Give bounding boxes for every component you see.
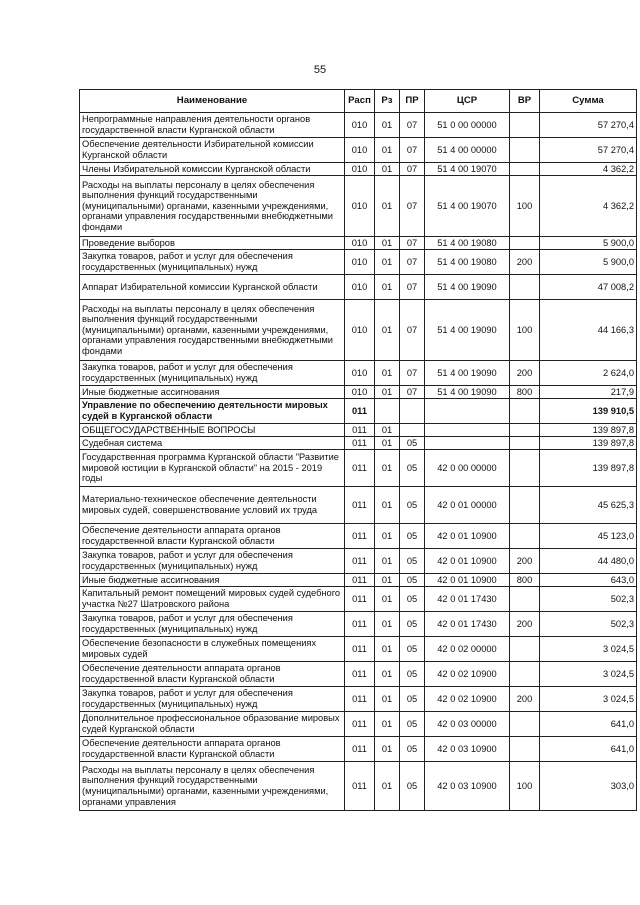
cell-vr: 200 — [510, 250, 540, 275]
cell-name: Дополнительное профессиональное образование мировых судей Курганской области — [80, 712, 345, 737]
cell-name: Расходы на выплаты персоналу в целях обеспечения выполнения функций государственными (муниципальными) органами, казенными учреждениями, органами управления государственными внебюджетными фондами — [80, 176, 345, 237]
cell-csr: 42 0 01 00000 — [425, 487, 510, 524]
cell-pr: 07 — [400, 138, 425, 163]
cell-vr: 200 — [510, 361, 540, 386]
cell-vr: 100 — [510, 300, 540, 361]
cell-rasp: 011 — [345, 687, 375, 712]
cell-rz: 01 — [375, 637, 400, 662]
cell-rz: 01 — [375, 138, 400, 163]
cell-name: Управление по обеспечению деятельности мировых судей в Курганской области — [80, 399, 345, 424]
cell-pr: 05 — [400, 762, 425, 811]
cell-csr: 51 4 00 19080 — [425, 250, 510, 275]
cell-rz: 01 — [375, 587, 400, 612]
cell-name: Иные бюджетные ассигнования — [80, 574, 345, 587]
cell-name: Закупка товаров, работ и услуг для обеспечения государственных (муниципальных) нужд — [80, 687, 345, 712]
cell-rz: 01 — [375, 250, 400, 275]
cell-sum: 4 362,2 — [540, 163, 637, 176]
cell-vr — [510, 437, 540, 450]
cell-rasp: 010 — [345, 300, 375, 361]
cell-rasp: 010 — [345, 275, 375, 300]
cell-sum: 45 625,3 — [540, 487, 637, 524]
cell-pr: 07 — [400, 361, 425, 386]
cell-vr — [510, 712, 540, 737]
cell-csr: 42 0 02 10900 — [425, 687, 510, 712]
cell-pr: 07 — [400, 386, 425, 399]
cell-rasp: 011 — [345, 487, 375, 524]
cell-sum: 139 897,8 — [540, 450, 637, 487]
table-row — [80, 237, 637, 250]
cell-vr: 800 — [510, 386, 540, 399]
cell-rz: 01 — [375, 549, 400, 574]
cell-pr: 05 — [400, 524, 425, 549]
cell-vr — [510, 587, 540, 612]
cell-name: Проведение выборов — [80, 237, 345, 250]
cell-sum: 139 897,8 — [540, 424, 637, 437]
table-row — [80, 437, 637, 450]
table-row — [80, 386, 637, 399]
cell-name: Расходы на выплаты персоналу в целях обеспечения выполнения функций государственными (муниципальными) органами, казенными учреждениями, органами управления — [80, 762, 345, 811]
table-row — [80, 587, 637, 612]
table-row — [80, 424, 637, 437]
cell-vr — [510, 424, 540, 437]
header-name: Наименование — [80, 90, 345, 113]
cell-pr: 05 — [400, 637, 425, 662]
cell-rasp: 010 — [345, 250, 375, 275]
cell-pr: 05 — [400, 549, 425, 574]
cell-pr: 05 — [400, 712, 425, 737]
cell-pr: 05 — [400, 587, 425, 612]
header-rasp: Расп — [345, 90, 375, 113]
cell-sum: 139 897,8 — [540, 437, 637, 450]
cell-vr — [510, 113, 540, 138]
header-vr: ВР — [510, 90, 540, 113]
cell-vr — [510, 637, 540, 662]
table-row — [80, 163, 637, 176]
table-header-row — [80, 90, 637, 113]
cell-sum: 44 166,3 — [540, 300, 637, 361]
cell-vr: 200 — [510, 549, 540, 574]
cell-pr: 05 — [400, 437, 425, 450]
cell-rasp: 011 — [345, 437, 375, 450]
cell-pr: 05 — [400, 612, 425, 637]
cell-sum: 57 270,4 — [540, 138, 637, 163]
cell-rz: 01 — [375, 450, 400, 487]
cell-csr: 42 0 01 17430 — [425, 587, 510, 612]
cell-sum: 47 008,2 — [540, 275, 637, 300]
cell-name: ОБЩЕГОСУДАРСТВЕННЫЕ ВОПРОСЫ — [80, 424, 345, 437]
cell-csr: 42 0 02 00000 — [425, 637, 510, 662]
table-row — [80, 762, 637, 811]
cell-csr — [425, 424, 510, 437]
cell-csr: 42 0 01 10900 — [425, 524, 510, 549]
cell-name: Обеспечение деятельности Избирательной комиссии Курганской области — [80, 138, 345, 163]
cell-rz: 01 — [375, 176, 400, 237]
cell-rasp: 011 — [345, 712, 375, 737]
cell-sum: 502,3 — [540, 612, 637, 637]
cell-csr: 42 0 03 10900 — [425, 737, 510, 762]
cell-name: Непрограммные направления деятельности органов государственной власти Курганской области — [80, 113, 345, 138]
table-row — [80, 138, 637, 163]
cell-rasp: 010 — [345, 237, 375, 250]
cell-sum: 643,0 — [540, 574, 637, 587]
cell-rz: 01 — [375, 662, 400, 687]
cell-sum: 44 480,0 — [540, 549, 637, 574]
cell-sum: 641,0 — [540, 737, 637, 762]
cell-name: Государственная программа Курганской области "Развитие мировой юстиции в Курганской области" на 2015 - 2019 годы — [80, 450, 345, 487]
table-row — [80, 737, 637, 762]
cell-rasp: 010 — [345, 113, 375, 138]
cell-csr: 42 0 03 10900 — [425, 762, 510, 811]
header-csr: ЦСР — [425, 90, 510, 113]
table-row — [80, 637, 637, 662]
cell-sum: 45 123,0 — [540, 524, 637, 549]
cell-csr: 51 4 00 19090 — [425, 386, 510, 399]
table-row — [80, 687, 637, 712]
cell-rasp: 011 — [345, 574, 375, 587]
cell-sum: 5 900,0 — [540, 237, 637, 250]
cell-vr: 200 — [510, 687, 540, 712]
cell-name: Расходы на выплаты персоналу в целях обеспечения выполнения функций государственными (муниципальными) органами, казенными учреждениями, органами управления государственными внебюджетными фондами — [80, 300, 345, 361]
cell-vr: 100 — [510, 176, 540, 237]
cell-rz: 01 — [375, 712, 400, 737]
cell-name: Закупка товаров, работ и услуг для обеспечения государственных (муниципальных) нужд — [80, 612, 345, 637]
cell-rz: 01 — [375, 574, 400, 587]
cell-sum: 4 362,2 — [540, 176, 637, 237]
header-pr: ПР — [400, 90, 425, 113]
cell-name: Капитальный ремонт помещений мировых судей судебного участка №27 Шатровского района — [80, 587, 345, 612]
cell-rz: 01 — [375, 437, 400, 450]
cell-rasp: 010 — [345, 176, 375, 237]
cell-rasp: 011 — [345, 524, 375, 549]
cell-csr: 51 4 00 19090 — [425, 300, 510, 361]
table-row — [80, 399, 637, 424]
cell-csr: 42 0 01 17430 — [425, 612, 510, 637]
cell-sum: 303,0 — [540, 762, 637, 811]
cell-pr: 05 — [400, 662, 425, 687]
cell-rasp: 011 — [345, 662, 375, 687]
cell-rz: 01 — [375, 762, 400, 811]
cell-pr — [400, 424, 425, 437]
cell-name: Обеспечение деятельности аппарата органов государственной власти Курганской области — [80, 662, 345, 687]
cell-rasp: 011 — [345, 587, 375, 612]
cell-sum: 3 024,5 — [540, 662, 637, 687]
cell-rz: 01 — [375, 386, 400, 399]
cell-rz: 01 — [375, 300, 400, 361]
cell-rz: 01 — [375, 163, 400, 176]
table-row — [80, 176, 637, 237]
cell-name: Члены Избирательной комиссии Курганской области — [80, 163, 345, 176]
cell-rasp: 010 — [345, 386, 375, 399]
cell-rasp: 011 — [345, 549, 375, 574]
cell-pr: 07 — [400, 113, 425, 138]
cell-rasp: 011 — [345, 762, 375, 811]
cell-vr — [510, 487, 540, 524]
cell-vr — [510, 737, 540, 762]
cell-vr — [510, 163, 540, 176]
cell-rasp: 011 — [345, 612, 375, 637]
cell-sum: 5 900,0 — [540, 250, 637, 275]
cell-sum: 57 270,4 — [540, 113, 637, 138]
table-row — [80, 524, 637, 549]
cell-rz: 01 — [375, 113, 400, 138]
cell-rasp: 010 — [345, 361, 375, 386]
cell-pr: 07 — [400, 176, 425, 237]
table-row — [80, 300, 637, 361]
cell-pr: 07 — [400, 275, 425, 300]
cell-rz: 01 — [375, 237, 400, 250]
table-row — [80, 612, 637, 637]
table-row — [80, 450, 637, 487]
cell-pr: 07 — [400, 300, 425, 361]
cell-csr: 42 0 01 10900 — [425, 574, 510, 587]
cell-sum: 3 024,5 — [540, 687, 637, 712]
cell-vr: 100 — [510, 762, 540, 811]
cell-vr — [510, 662, 540, 687]
table-row — [80, 549, 637, 574]
cell-rasp: 010 — [345, 138, 375, 163]
cell-vr: 800 — [510, 574, 540, 587]
cell-vr — [510, 399, 540, 424]
cell-name: Аппарат Избирательной комиссии Курганской области — [80, 275, 345, 300]
cell-rz: 01 — [375, 524, 400, 549]
cell-rasp: 011 — [345, 399, 375, 424]
cell-csr: 51 0 00 00000 — [425, 113, 510, 138]
cell-name: Закупка товаров, работ и услуг для обеспечения государственных (муниципальных) нужд — [80, 549, 345, 574]
table-row — [80, 712, 637, 737]
cell-rasp: 010 — [345, 163, 375, 176]
cell-rasp: 011 — [345, 737, 375, 762]
cell-vr — [510, 138, 540, 163]
cell-name: Закупка товаров, работ и услуг для обеспечения государственных (муниципальных) нужд — [80, 361, 345, 386]
cell-name: Иные бюджетные ассигнования — [80, 386, 345, 399]
cell-rz: 01 — [375, 275, 400, 300]
header-sum: Сумма — [540, 90, 637, 113]
cell-rz — [375, 399, 400, 424]
table-row — [80, 113, 637, 138]
cell-pr: 05 — [400, 687, 425, 712]
header-rz: Рз — [375, 90, 400, 113]
table-body — [80, 113, 637, 811]
cell-name: Обеспечение деятельности аппарата органов государственной власти Курганской области — [80, 524, 345, 549]
cell-name: Материально-техническое обеспечение деятельности мировых судей, совершенствование условий их труда — [80, 487, 345, 524]
cell-pr: 07 — [400, 237, 425, 250]
cell-name: Обеспечение безопасности в служебных помещениях мировых судей — [80, 637, 345, 662]
cell-vr — [510, 450, 540, 487]
cell-name: Обеспечение деятельности аппарата органов государственной власти Курганской области — [80, 737, 345, 762]
cell-rz: 01 — [375, 361, 400, 386]
table-row — [80, 275, 637, 300]
cell-vr — [510, 237, 540, 250]
cell-rz: 01 — [375, 687, 400, 712]
cell-csr: 42 0 03 00000 — [425, 712, 510, 737]
cell-csr: 42 0 02 10900 — [425, 662, 510, 687]
cell-csr: 51 4 00 19090 — [425, 275, 510, 300]
cell-pr: 07 — [400, 163, 425, 176]
cell-csr: 51 4 00 19080 — [425, 237, 510, 250]
cell-pr: 05 — [400, 487, 425, 524]
cell-pr — [400, 399, 425, 424]
cell-sum: 3 024,5 — [540, 637, 637, 662]
table-row — [80, 662, 637, 687]
cell-rz: 01 — [375, 487, 400, 524]
cell-rz: 01 — [375, 612, 400, 637]
cell-sum: 641,0 — [540, 712, 637, 737]
cell-sum: 217,9 — [540, 386, 637, 399]
cell-vr: 200 — [510, 612, 540, 637]
cell-pr: 07 — [400, 250, 425, 275]
cell-sum: 502,3 — [540, 587, 637, 612]
page-number: 55 — [313, 64, 327, 76]
budget-table — [79, 89, 637, 811]
table-row — [80, 361, 637, 386]
cell-vr — [510, 524, 540, 549]
cell-csr: 51 4 00 19070 — [425, 176, 510, 237]
table-row — [80, 250, 637, 275]
cell-rasp: 011 — [345, 637, 375, 662]
cell-name: Судебная система — [80, 437, 345, 450]
table-row — [80, 574, 637, 587]
cell-rz: 01 — [375, 737, 400, 762]
cell-vr — [510, 275, 540, 300]
cell-sum: 2 624,0 — [540, 361, 637, 386]
cell-rasp: 011 — [345, 424, 375, 437]
cell-pr: 05 — [400, 450, 425, 487]
cell-rz: 01 — [375, 424, 400, 437]
cell-csr: 51 4 00 19090 — [425, 361, 510, 386]
cell-name: Закупка товаров, работ и услуг для обеспечения государственных (муниципальных) нужд — [80, 250, 345, 275]
cell-sum: 139 910,5 — [540, 399, 637, 424]
cell-rasp: 011 — [345, 450, 375, 487]
cell-csr: 42 0 00 00000 — [425, 450, 510, 487]
cell-pr: 05 — [400, 737, 425, 762]
cell-pr: 05 — [400, 574, 425, 587]
cell-csr: 51 4 00 19070 — [425, 163, 510, 176]
cell-csr: 51 4 00 00000 — [425, 138, 510, 163]
cell-csr — [425, 437, 510, 450]
cell-csr — [425, 399, 510, 424]
table-row — [80, 487, 637, 524]
cell-csr: 42 0 01 10900 — [425, 549, 510, 574]
